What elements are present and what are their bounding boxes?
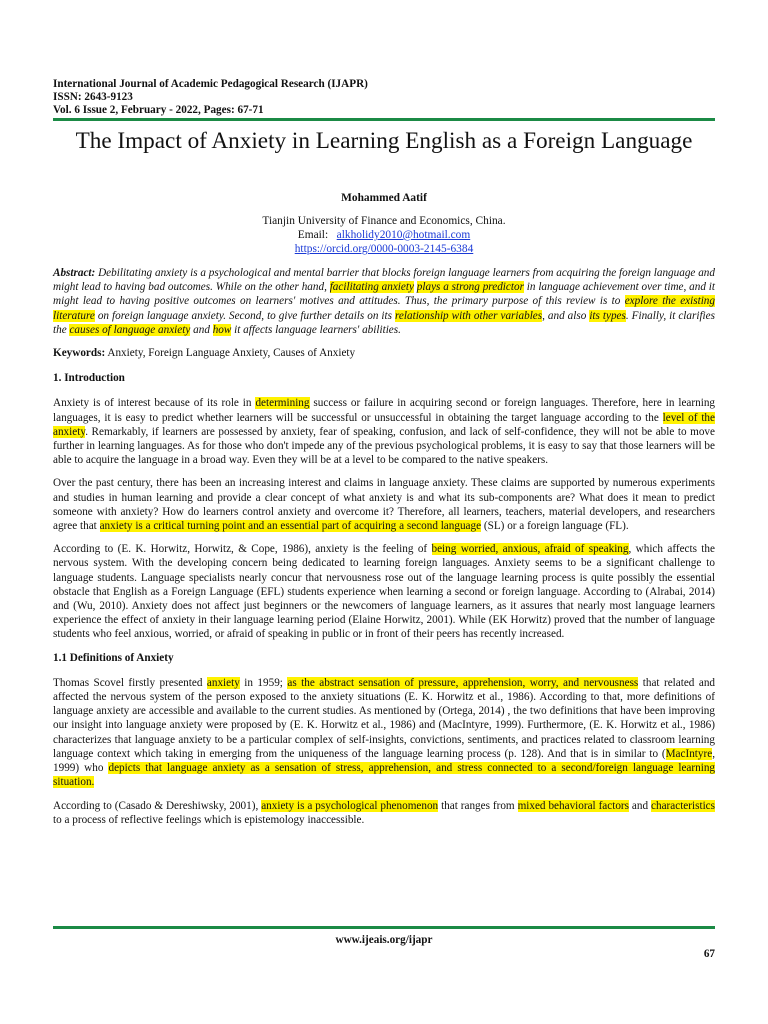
footer-url[interactable]: www.ijeais.org/ijapr <box>335 934 433 946</box>
abstract <box>53 266 715 337</box>
abstract-text: Debilitating anxiety is a psychological and mental barrier that blocks foreign language learners from acquiring the foreign language and might lead to having bad outcomes. While on the other hand, <box>53 267 715 294</box>
paragraph-text: Thomas Scovel firstly presented <box>53 676 207 689</box>
highlight: depicts that language anxiety as a sensation of stress, apprehension, and stress connected to a second/foreign language learning situation. <box>53 762 716 789</box>
orcid-link[interactable]: https://orcid.org/0000-0003-2145-6384 <box>294 243 474 255</box>
affiliation-block <box>53 214 715 256</box>
highlight: anxiety is a critical turning point and an essential part of acquiring a second language <box>99 520 482 533</box>
highlight: being worried, anxious, afraid of speaking <box>431 543 629 556</box>
institution: Tianjin University of Finance and Economics, China. <box>262 215 506 227</box>
paragraph-text: to a process of reflective feelings which is epistemology inaccessible. <box>53 813 365 826</box>
paragraph-text: and <box>629 799 652 812</box>
paragraph-text: in 1959; <box>239 676 288 689</box>
highlight: as the abstract sensation of pressure, apprehension, worry, and nervousness <box>287 676 639 689</box>
abstract-text: it affects language learners' abilities. <box>231 323 401 336</box>
highlight: explore the existing literature <box>53 295 715 322</box>
highlight: anxiety is a psychological phenomenon <box>261 799 439 812</box>
highlight: facilitating anxiety <box>329 281 414 294</box>
abstract-text: , and also <box>542 309 590 322</box>
highlight: anxiety <box>206 676 240 689</box>
paragraph-text: , 1999) who <box>53 747 715 775</box>
highlight: MacIntyre <box>665 747 713 760</box>
author-name: Mohammed Aatif <box>341 192 427 204</box>
paragraph <box>53 476 715 533</box>
journal-name: International Journal of Academic Pedagogical Research (IJAPR) <box>53 78 368 90</box>
highlight: how <box>212 323 232 336</box>
highlight: determining <box>255 397 310 410</box>
paragraph-text: , which affects the nervous system. With the developing concern being dedicated to learning foreign languages. Anxiety seems to be a significant challenge to language students. Language specialists nearly concur that nervousness rose out of the language learning process is quite possibly the essential obstacle that English as a Foreign Language (EFL) students experience when learning a second or foreign language. According to (Alrabai, 2014) and (Wu, 2010). Anxiety does not affect just beginners or the newcomers of language learners, as it assures that nearly most language learners experience the effect of anxiety in their language learning period (Elaine Horwitz, 2001). While (EK Horwitz) proved that the number of language students who feel anxious, worried, or afraid of speaking in public or in front of their peers has recently increased. <box>53 543 715 641</box>
paragraph-text: success or failure in acquiring second or foreign languages. Therefore, here in learning languages, it is easy to predict whether learners will be successful or unsuccessful in obtaining the target language according to the <box>53 397 716 424</box>
keywords <box>53 346 715 360</box>
abstract-text: and <box>190 323 213 336</box>
paragraph-text: . Remarkably, if learners are possessed by anxiety, fear of speaking, confusion, and lack of self-confidence, they will not be able to move further in learning languages. As for those who don't impede any of the previous psychological problems, it is easy to say that those learners will be able to acquire the language in a broad way. Even they will be at a level to be compared to the native speakers. <box>53 425 715 467</box>
keywords-text: Anxiety, Foreign Language Anxiety, Causes of Anxiety <box>105 347 356 360</box>
paragraph-text: that ranges from <box>438 799 518 812</box>
paragraph <box>53 676 715 790</box>
paragraph-text: According to (Casado & Dereshiwsky, 2001), <box>53 799 262 812</box>
paragraph-text: Over the past century, there has been an increasing interest and claims in language anxiety. These claims are supported by numerous experiments and studies in human learning and provide a clear concept of what anxiety is and what its sub-components are? What does it mean to predict someone with anxiety? How do learners control anxiety and overcome it? Therefore, all learners, teachers, material developers, and researchers agree that <box>53 477 715 533</box>
abstract-text: in language achievement over time, and it might lead to having positive outcomes on learners' motives and attitudes. Thus, the primary purpose of this review is to <box>53 281 715 308</box>
highlight: causes of language anxiety <box>69 323 191 336</box>
section-heading-introduction: 1. Introduction <box>53 372 125 385</box>
journal-header <box>53 78 368 117</box>
journal-volume: Vol. 6 Issue 2, February - 2022, Pages: 67-71 <box>53 104 264 116</box>
paragraph <box>53 396 715 467</box>
email-link[interactable]: alkholidy2010@hotmail.com <box>336 229 471 241</box>
paragraph <box>53 542 715 641</box>
paragraph-text: According to (E. K. Horwitz, Horwitz, & Cope, 1986), anxiety is the feeling of <box>53 543 432 556</box>
abstract-label: Abstract: <box>53 267 96 279</box>
highlight: characteristics <box>651 799 715 812</box>
paragraph-text: Anxiety is of interest because of its role in <box>53 397 256 410</box>
paragraph-text: (SL) or a foreign language (FL). <box>481 520 629 533</box>
orcid-line <box>53 242 715 256</box>
section-heading-definitions: 1.1 Definitions of Anxiety <box>53 651 174 664</box>
highlight: relationship with other variables <box>394 309 543 322</box>
paper-title: The Impact of Anxiety in Learning English as a Foreign Language <box>75 128 693 154</box>
journal-issn: ISSN: 2643-9123 <box>53 91 133 103</box>
header-rule <box>53 118 715 121</box>
email-label: Email: <box>297 229 329 241</box>
abstract-text: on foreign language anxiety. Second, to give further details on its <box>94 309 395 322</box>
page-number: 67 <box>703 948 715 960</box>
footer-rule <box>53 926 715 929</box>
email-line <box>53 228 715 242</box>
highlight: its types <box>589 309 626 322</box>
highlight: plays a strong predictor <box>416 281 524 294</box>
abstract-text: . Finally, it clarifies the <box>53 309 715 336</box>
paragraph <box>53 799 715 827</box>
paragraph-text: that related and affected the nervous system of the person exposed to the anxiety situations (E. K. Horwitz et al., 1986). According to that, more definitions of language anxiety are accessible and available to the current studies. As mentioned by (Ortega, 2014) , the two definitions that have been improving our insight into language anxiety were proposed by (E. K. Horwitz et al., 1986) and (MacIntyre, 1999). Furthermore, (E. K. Horwitz et al., 1986) characterizes that language anxiety to be a particular complex of self-insights, convictions, sentiments, and practices related to classroom learning language context which taking in emerging from the uniqueness of the language learning process (p. 128). And that is in similar to ( <box>53 676 716 760</box>
keywords-label: Keywords: <box>53 347 106 360</box>
highlight: mixed behavioral factors <box>517 799 630 812</box>
highlight: level of the anxiety <box>53 411 715 438</box>
paper-body <box>53 266 715 836</box>
